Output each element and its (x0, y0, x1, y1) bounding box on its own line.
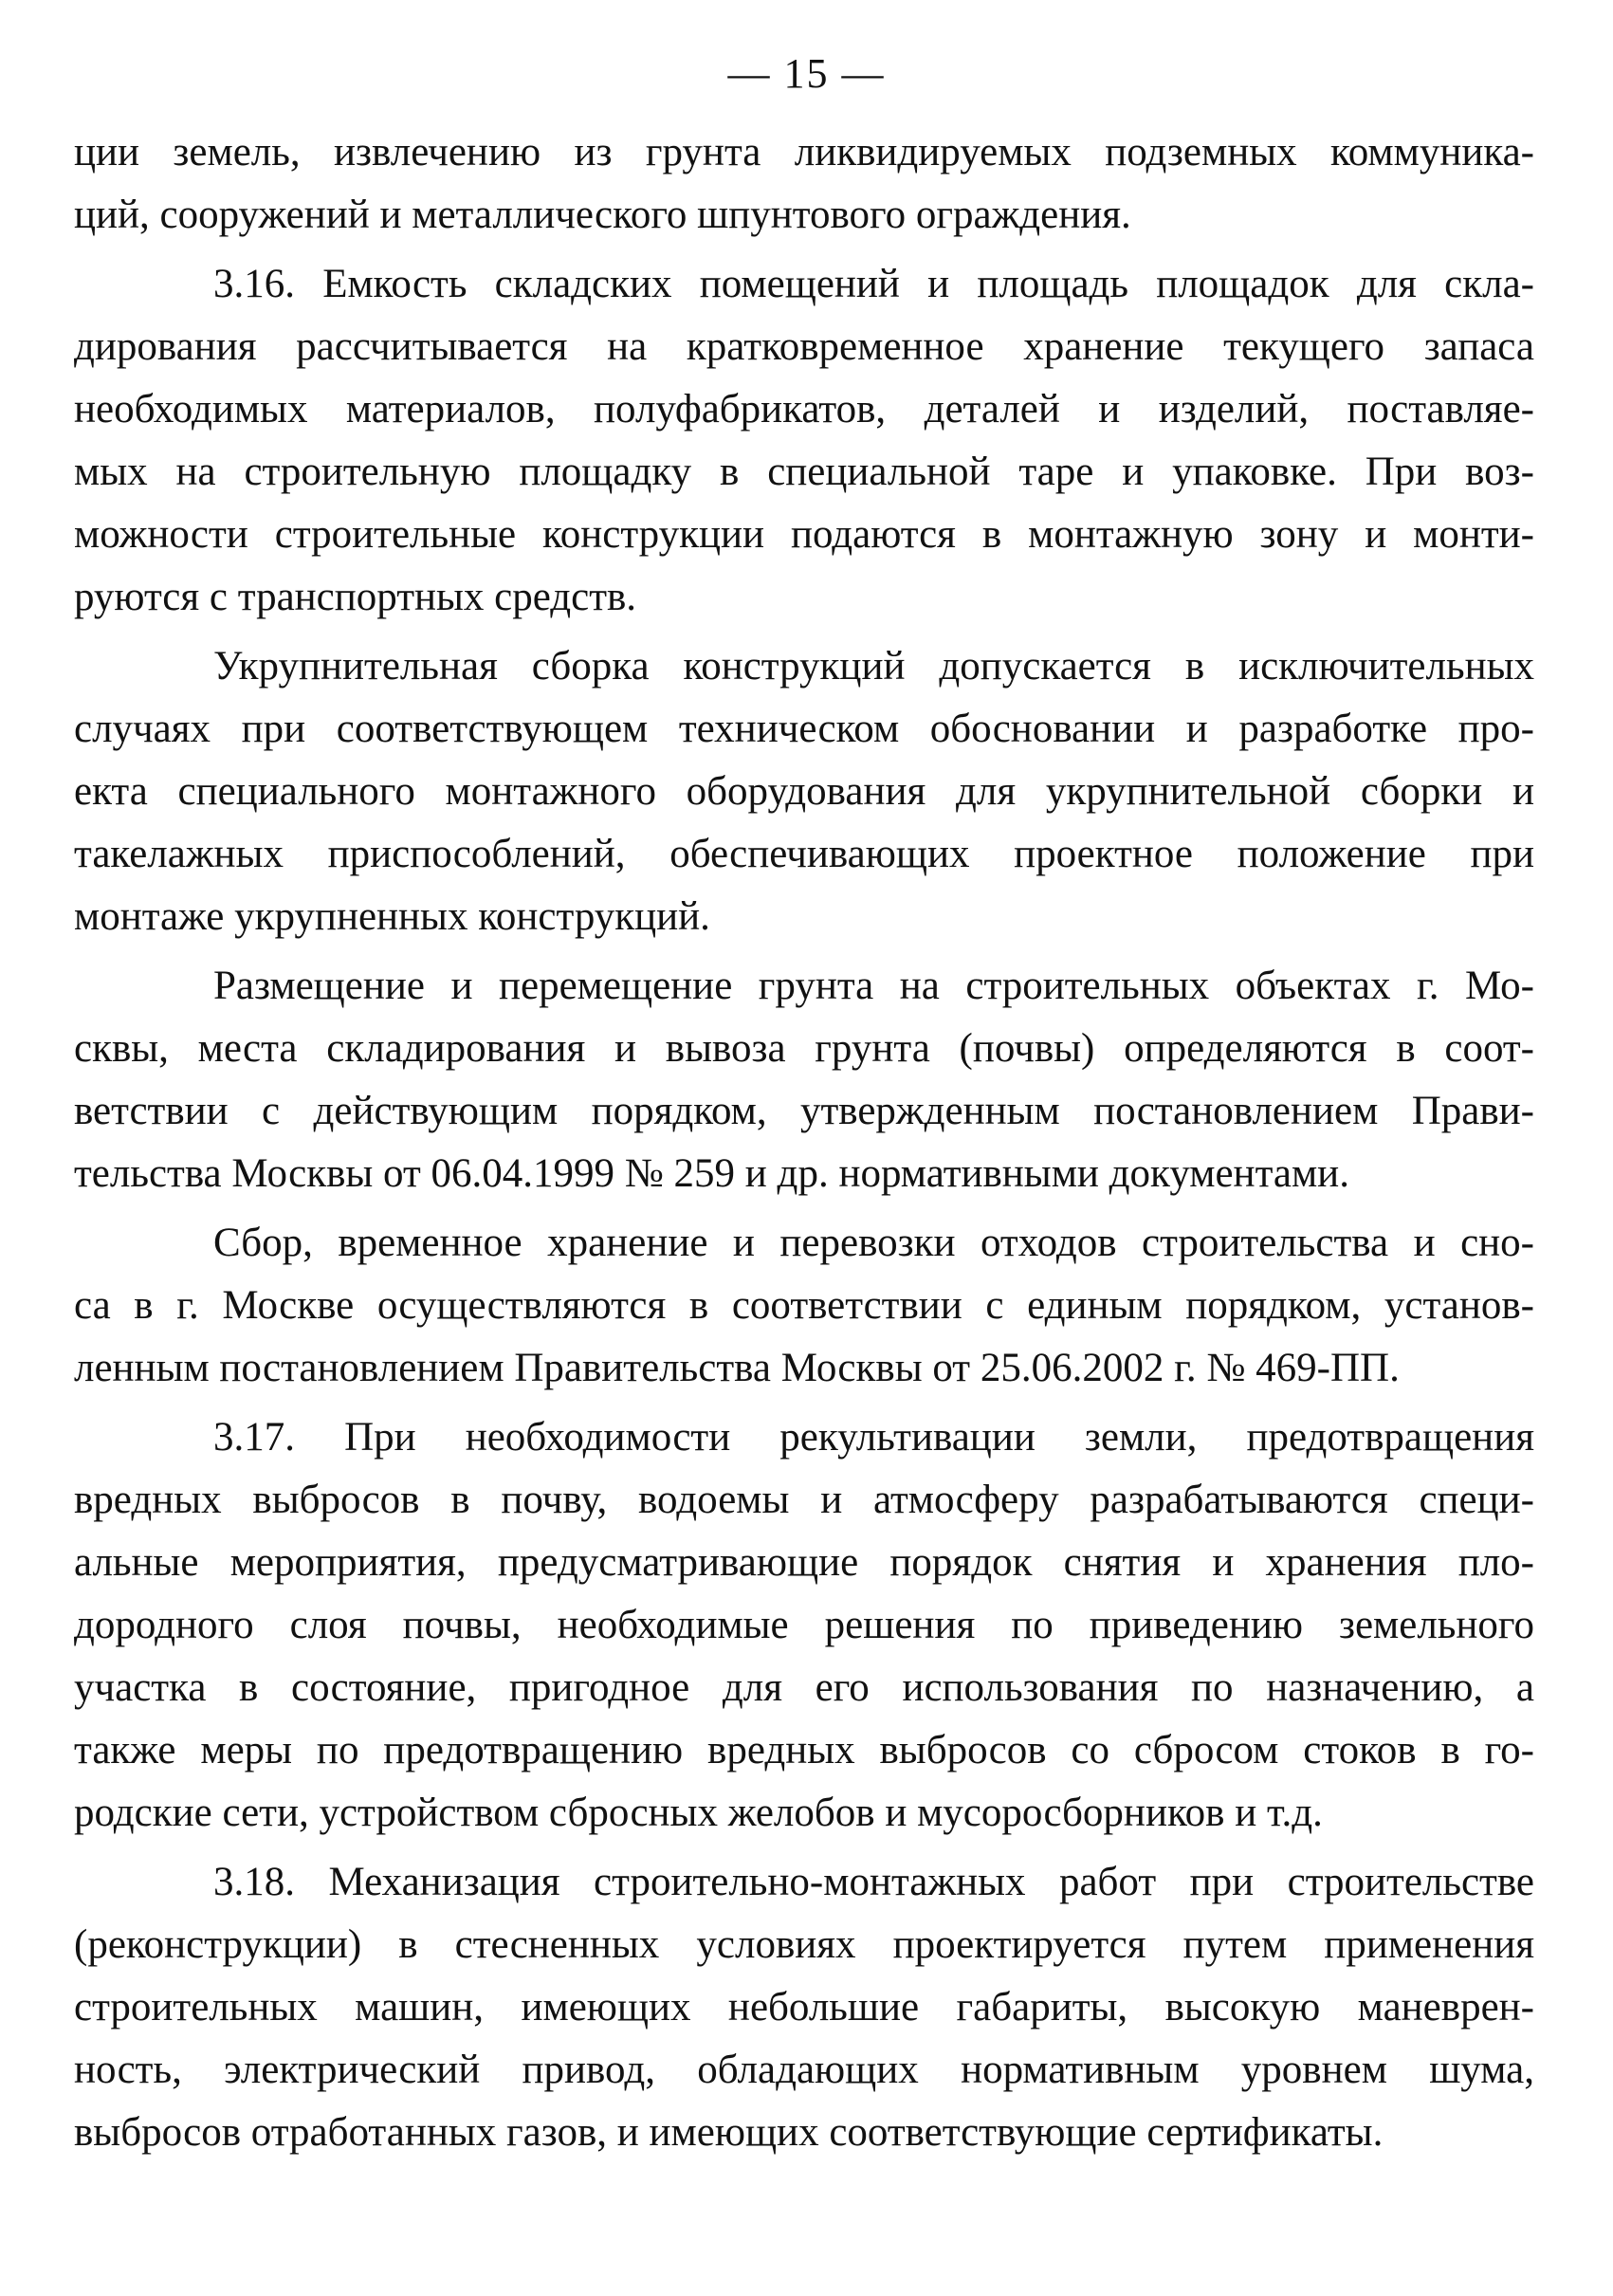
text-line: дирования рассчитывается на кратковременное хранение текущего запаса (74, 324, 1534, 369)
text-line: монтаже укрупненных конструкций. (74, 894, 710, 939)
text-line: сквы, места складирования и вывоза грунта (почвы) определяются в соот- (74, 1026, 1534, 1071)
text-line: участка в состояние, пригодное для его использования по назначению, а (74, 1665, 1534, 1710)
text-line: строительных машин, имеющих небольшие габариты, высокую маневрен- (74, 1985, 1534, 2030)
paragraph (74, 1212, 1534, 1400)
paragraph (74, 635, 1534, 948)
text-line: руются с транспортных средств. (74, 575, 637, 619)
text-line: ветствии с действующим порядком, утвержденным постановлением Прави- (74, 1089, 1534, 1133)
text-line: родские сети, устройством сбросных желобов и мусоросборников и т.д. (74, 1791, 1323, 1835)
page-number: — 15 — (727, 50, 886, 97)
text-line: Укрупнительная сборка конструкций допускается в исключительных (213, 644, 1534, 689)
text-line: екта специального монтажного оборудования для укрупнительной сборки и (74, 769, 1534, 814)
text-line: также меры по предотвращению вредных выбросов со сбросом стоков в го- (74, 1728, 1534, 1773)
text-line: 3.17. При необходимости рекультивации земли, предотвращения (213, 1415, 1534, 1460)
text-line: 3.18. Механизация строительно-монтажных работ при строительстве (213, 1860, 1534, 1904)
text-line: такелажных приспособлений, обеспечивающих проектное положение при (74, 832, 1534, 876)
text-line: (реконструкции) в стесненных условиях проектируется путем применения (74, 1922, 1534, 1967)
text-line: 3.16. Емкость складских помещений и площадь площадок для скла- (213, 262, 1534, 306)
text-line: Размещение и перемещение грунта на строительных объектах г. Мо- (213, 964, 1534, 1008)
text-line: са в г. Москве осуществляются в соответствии с единым порядком, установ- (74, 1283, 1534, 1328)
text-line: ции земель, извлечению из грунта ликвидируемых подземных коммуника- (74, 130, 1534, 174)
text-line: ленным постановлением Правительства Москвы от 25.06.2002 г. № 469-ПП. (74, 1346, 1400, 1390)
paragraph (74, 121, 1534, 247)
paragraph-3-16 (74, 253, 1534, 629)
text-line: мых на строительную площадку в специальной таре и упаковке. При воз- (74, 450, 1534, 494)
text-line: выбросов отработанных газов, и имеющих соответствующие сертификаты. (74, 2110, 1384, 2155)
text-line: можности строительные конструкции подаются в монтажную зону и монти- (74, 512, 1534, 557)
text-line: случаях при соответствующем техническом обосновании и разработке про- (74, 707, 1534, 751)
text-line: вредных выбросов в почву, водоемы и атмосферу разрабатываются специ- (74, 1478, 1534, 1522)
text-line: ность, электрический привод, обладающих нормативным уровнем шума, (74, 2048, 1534, 2092)
text-line: ций, сооружений и металлического шпунтового ограждения. (74, 193, 1131, 237)
text-line: необходимых материалов, полуфабрикатов, деталей и изделий, поставляе- (74, 387, 1534, 432)
paragraph (74, 955, 1534, 1205)
body-text (74, 121, 1534, 2164)
text-line: альные мероприятия, предусматривающие порядок снятия и хранения пло- (74, 1540, 1534, 1585)
text-line: тельства Москвы от 06.04.1999 № 259 и др. нормативными документами. (74, 1151, 1349, 1196)
text-line: Сбор, временное хранение и перевозки отходов строительства и сно- (213, 1221, 1534, 1265)
text-line: дородного слоя почвы, необходимые решения по приведению земельного (74, 1603, 1534, 1647)
paragraph-3-18 (74, 1851, 1534, 2164)
paragraph-3-17 (74, 1406, 1534, 1845)
